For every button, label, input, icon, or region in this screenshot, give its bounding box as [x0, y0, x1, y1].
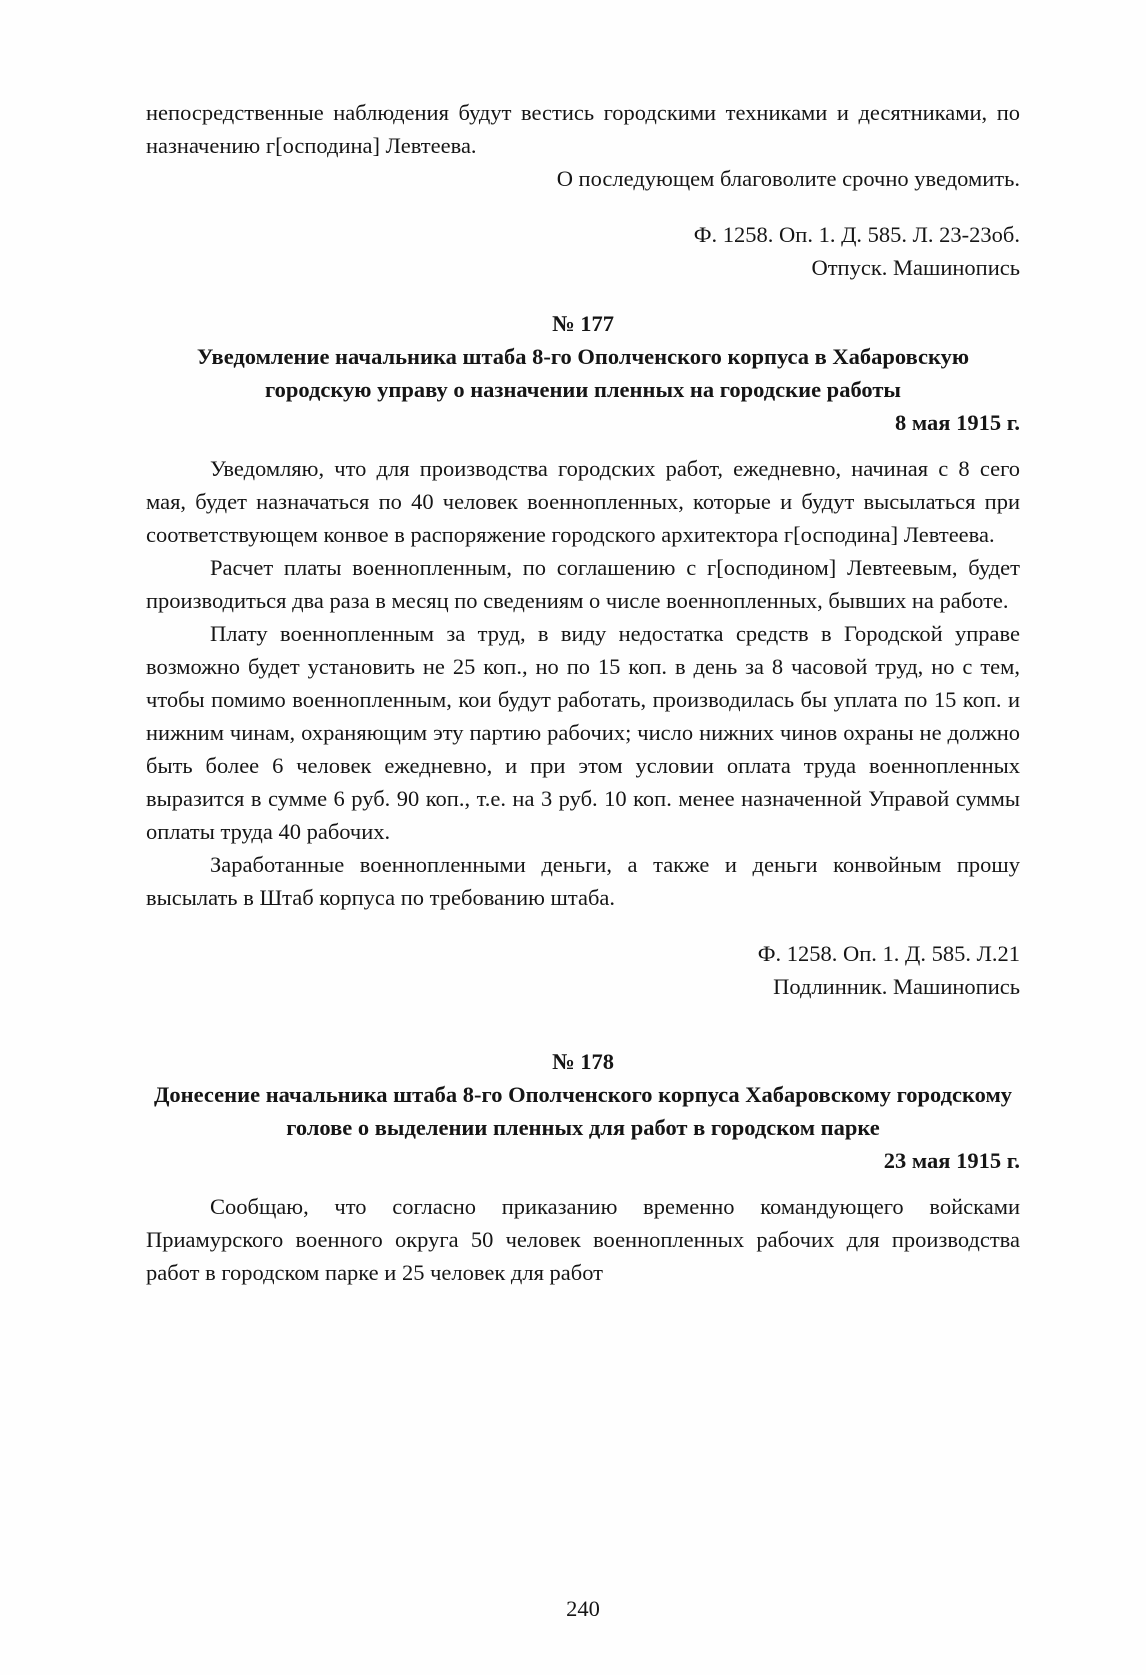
document-number: № 178 — [552, 1049, 614, 1074]
body-paragraph: Плату военнопленным за труд, в виду недостатка средств в Городской управе возможно будет установить не 25 коп., но по 15 коп. в день за 8 часовой труд, но с тем, чтобы помимо военнопленным, кои будут работать, производилась бы уплата по 15 коп. и нижним чинам, охраняющим эту партию рабочих; число нижних чинов охраны не должно быть более 6 человек ежедневно, и при этом условии оплата труда военнопленных выразится в сумме 6 руб. 90 коп., т.е. на 3 руб. 10 коп. менее назначенной Управой суммы оплаты труда 40 рабочих. — [146, 621, 1020, 844]
continuation-paragraph: непосредственные наблюдения будут вестись городскими техниками и десятниками, по назначению г[осподина] Левтеева. — [146, 100, 1020, 158]
archive-reference: Ф. 1258. Оп. 1. Д. 585. Л. 23-23об. — [693, 222, 1020, 247]
document-number: № 177 — [552, 311, 614, 336]
archive-reference-block — [146, 937, 1020, 1003]
document-177 — [146, 307, 1020, 1003]
archive-reference: Ф. 1258. Оп. 1. Д. 585. Л.21 — [757, 941, 1020, 966]
archive-note: Отпуск. Машинопись — [811, 255, 1020, 280]
archive-note: Подлинник. Машинопись — [773, 974, 1020, 999]
body-paragraph: Заработанные военнопленными деньги, а также и деньги конвойным прошу высылать в Штаб корпуса по требованию штаба. — [146, 852, 1020, 910]
document-178 — [146, 1045, 1020, 1289]
continuation-closing-line: О последующем благоволите срочно уведомить. — [556, 166, 1020, 191]
document-body — [146, 1190, 1020, 1289]
document-date: 8 мая 1915 г. — [894, 410, 1020, 435]
document-title: Уведомление начальника штаба 8-го Ополченского корпуса в Хабаровскую городскую управу о назначении пленных на городские работы — [196, 344, 970, 402]
document-body — [146, 452, 1020, 914]
page-number: 240 — [566, 1596, 600, 1621]
document-title: Донесение начальника штаба 8-го Ополченского корпуса Хабаровскому городскому голове о выделении пленных для работ в городском парке — [153, 1082, 1013, 1140]
body-paragraph: Уведомляю, что для производства городских работ, ежедневно, начиная с 8 сего мая, будет назначаться по 40 человек военнопленных, которые и будут высылаться при соответствующем конвое в распоряжение городского архитектора г[осподина] Левтеева. — [146, 456, 1020, 547]
body-paragraph: Расчет платы военнопленным, по соглашению с г[осподином] Левтеевым, будет производиться два раза в месяц по сведениям о числе военнопленных, бывших на работе. — [146, 555, 1020, 613]
archive-reference-block — [146, 218, 1020, 284]
document-date: 23 мая 1915 г. — [883, 1148, 1020, 1173]
body-paragraph: Сообщаю, что согласно приказанию временно командующего войсками Приамурского военного округа 50 человек военнопленных рабочих для производства работ в городском парке и 25 человек для работ — [146, 1194, 1020, 1285]
